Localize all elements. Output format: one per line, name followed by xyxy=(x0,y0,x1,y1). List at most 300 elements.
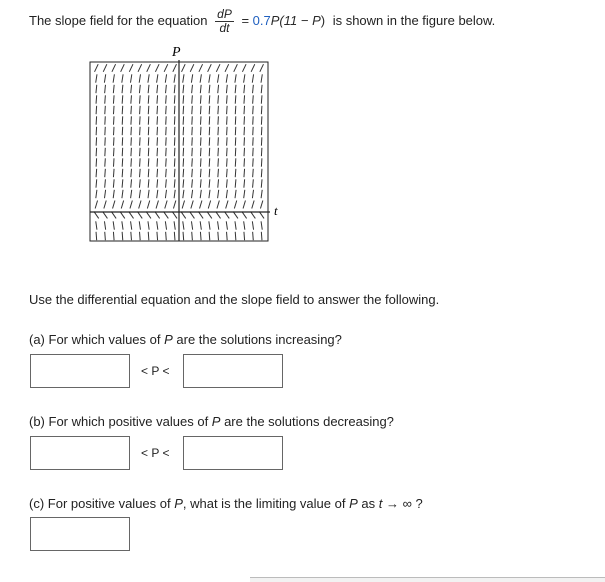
instruction-text: Use the differential equation and the slope field to answer the following. xyxy=(29,292,439,307)
slope-segment xyxy=(95,64,99,72)
slope-segment xyxy=(148,95,149,103)
slope-segment xyxy=(242,64,246,72)
slope-segment xyxy=(156,200,158,208)
slope-segment xyxy=(218,85,219,93)
slope-segment xyxy=(200,221,201,229)
slope-segment xyxy=(157,179,158,187)
slope-segment xyxy=(155,64,159,72)
slope-segment xyxy=(218,158,219,166)
slope-segment xyxy=(148,221,149,229)
slope-segment xyxy=(96,232,97,240)
slope-segment xyxy=(113,169,114,177)
slope-segment xyxy=(235,95,236,103)
slope-segment xyxy=(201,148,202,156)
slope-segment xyxy=(113,200,115,208)
slope-segment xyxy=(164,64,168,72)
slope-segment xyxy=(105,179,106,187)
slope-segment xyxy=(139,200,141,208)
slope-segment xyxy=(148,116,149,124)
slope-segment xyxy=(183,221,184,229)
slope-segment xyxy=(209,232,210,240)
slope-segment xyxy=(96,169,97,177)
slope-segment xyxy=(103,64,107,72)
slope-segment xyxy=(165,190,166,198)
slope-segment xyxy=(104,200,106,208)
slope-segment xyxy=(192,85,193,93)
slope-segment xyxy=(253,148,254,156)
slope-segment xyxy=(244,116,245,124)
slope-segment xyxy=(261,179,262,187)
slope-segment xyxy=(261,221,262,229)
slope-segment xyxy=(157,95,158,103)
slope-segment xyxy=(235,221,236,229)
slope-segment xyxy=(218,232,219,240)
slope-segment xyxy=(235,169,236,177)
slope-segment xyxy=(105,148,106,156)
slope-segment xyxy=(166,232,167,240)
slope-segment xyxy=(235,148,236,156)
slope-segment xyxy=(218,74,219,82)
slope-segment xyxy=(105,116,106,124)
slope-segment xyxy=(216,64,220,72)
slope-segment xyxy=(253,116,254,124)
slope-segment xyxy=(192,158,193,166)
slope-segment xyxy=(148,169,149,177)
slope-segment xyxy=(157,221,158,229)
slope-segment xyxy=(200,106,201,114)
slope-segment xyxy=(139,221,140,229)
slope-segment xyxy=(244,106,245,114)
slope-segment xyxy=(218,116,219,124)
slope-segment xyxy=(157,190,158,198)
slope-segment xyxy=(148,179,149,187)
slope-segment xyxy=(131,169,132,177)
slope-segment xyxy=(166,179,167,187)
slope-field-figure xyxy=(80,42,290,257)
slope-segment xyxy=(173,200,175,208)
slope-segment xyxy=(209,116,210,124)
part-a-lower-input[interactable] xyxy=(30,354,130,388)
slope-segment xyxy=(200,158,201,166)
slope-segment xyxy=(261,148,262,156)
slope-segment xyxy=(131,85,132,93)
slope-segment xyxy=(208,64,212,72)
slope-segment xyxy=(209,106,210,114)
slope-segment xyxy=(122,85,123,93)
slope-segment xyxy=(200,232,201,240)
slope-segment xyxy=(252,200,254,208)
slope-segment xyxy=(157,232,158,240)
slope-segment xyxy=(140,169,141,177)
slope-segment xyxy=(174,106,175,114)
slope-segment xyxy=(113,221,114,229)
slope-segment xyxy=(140,158,141,166)
slope-segment xyxy=(253,179,254,187)
slope-segment xyxy=(105,106,106,114)
slope-segment xyxy=(226,74,227,82)
slope-segment xyxy=(183,74,184,82)
slope-segment xyxy=(147,64,151,72)
slope-segment xyxy=(174,179,175,187)
slope-segment xyxy=(253,232,254,240)
slope-segment xyxy=(96,148,97,156)
slope-segment xyxy=(140,116,141,124)
slope-segment xyxy=(226,221,227,229)
slope-segment xyxy=(209,158,210,166)
slope-segment xyxy=(157,158,158,166)
slope-segment xyxy=(261,190,262,198)
slope-segment xyxy=(261,95,262,103)
slope-segment xyxy=(174,221,175,229)
slope-segment xyxy=(148,148,149,156)
slope-segment xyxy=(131,158,132,166)
slope-segment xyxy=(235,106,236,114)
slope-segment xyxy=(183,106,184,114)
slope-segment xyxy=(113,74,114,82)
slope-segment xyxy=(244,158,245,166)
slope-segment xyxy=(139,85,140,93)
slope-segment xyxy=(131,74,132,82)
slope-segment xyxy=(252,190,253,198)
slope-segment xyxy=(209,85,210,93)
slope-segment xyxy=(131,232,132,240)
slope-segment xyxy=(131,106,132,114)
slope-segment xyxy=(174,158,175,166)
part-c-input[interactable] xyxy=(30,517,130,551)
slope-segment xyxy=(183,95,184,103)
slope-segment xyxy=(260,200,262,208)
slope-segment xyxy=(244,95,245,103)
slope-segment xyxy=(140,148,141,156)
slope-segment xyxy=(165,74,166,82)
slope-segment xyxy=(244,148,245,156)
slope-segment xyxy=(96,116,97,124)
slope-segment xyxy=(244,190,245,198)
slope-segment xyxy=(122,95,123,103)
slope-segment xyxy=(209,95,210,103)
slope-segment xyxy=(253,95,254,103)
slope-segment xyxy=(131,179,132,187)
slope-segment xyxy=(174,74,175,82)
slope-segment xyxy=(218,190,219,198)
part-b-upper-input[interactable] xyxy=(183,436,283,470)
slope-segment xyxy=(113,232,114,240)
slope-segment xyxy=(217,200,219,208)
slope-segment xyxy=(166,95,167,103)
slope-segment xyxy=(182,200,184,208)
slope-segment xyxy=(183,190,184,198)
slope-segment xyxy=(165,200,167,208)
slope-segment xyxy=(183,116,184,124)
slope-segment xyxy=(253,158,254,166)
slope-segment xyxy=(192,169,193,177)
equation-coefficient: 0.7 xyxy=(253,13,271,28)
slope-segment xyxy=(113,179,114,187)
slope-segment xyxy=(157,116,158,124)
slope-segment xyxy=(226,190,227,198)
slope-segment xyxy=(96,106,97,114)
slope-segment xyxy=(192,148,193,156)
slope-segment xyxy=(166,116,167,124)
slope-segment xyxy=(173,64,177,72)
slope-segment xyxy=(227,148,228,156)
slope-segment xyxy=(157,74,158,82)
slope-segment xyxy=(209,190,210,198)
part-b-question: (b) For which positive values of P are the solutions decreasing? xyxy=(29,414,394,429)
slope-segment xyxy=(227,95,228,103)
slope-segment xyxy=(113,190,114,198)
slope-segment xyxy=(148,74,149,82)
slope-segment xyxy=(139,74,140,82)
slope-segment xyxy=(253,106,254,114)
slope-segment xyxy=(105,95,106,103)
slope-segment xyxy=(261,169,262,177)
slope-segment xyxy=(96,221,97,229)
part-b-inequality: < P < xyxy=(141,446,169,460)
slope-segment xyxy=(129,64,133,72)
slope-segment xyxy=(261,85,262,93)
slope-segment xyxy=(96,179,97,187)
slope-segment xyxy=(157,85,158,93)
slope-segment xyxy=(218,106,219,114)
slope-segment xyxy=(114,148,115,156)
slope-segment xyxy=(157,148,158,156)
slope-segment xyxy=(235,85,236,93)
slope-segment xyxy=(104,74,105,82)
slope-segment xyxy=(234,200,236,208)
slope-segment xyxy=(201,116,202,124)
fraction-numerator: dP xyxy=(215,8,234,22)
slope-segment xyxy=(244,179,245,187)
slope-segment xyxy=(209,148,210,156)
slope-segment xyxy=(157,169,158,177)
slope-segment xyxy=(95,200,97,208)
slope-segment xyxy=(191,221,192,229)
slope-segment xyxy=(131,116,132,124)
slope-segment xyxy=(261,106,262,114)
slope-segment xyxy=(113,106,114,114)
slope-segment xyxy=(208,200,210,208)
slope-segment xyxy=(191,74,192,82)
slope-segment xyxy=(114,116,115,124)
slope-segment xyxy=(122,169,123,177)
slope-segment xyxy=(227,169,228,177)
slope-segment xyxy=(200,179,201,187)
slope-segment xyxy=(234,64,238,72)
slope-segment xyxy=(166,148,167,156)
slope-segment xyxy=(122,106,123,114)
slope-segment xyxy=(121,200,123,208)
slope-segment xyxy=(192,190,193,198)
slope-segment xyxy=(243,200,245,208)
slope-segment xyxy=(235,158,236,166)
part-a-upper-input[interactable] xyxy=(183,354,283,388)
slope-segment xyxy=(226,200,228,208)
slope-segment xyxy=(218,95,219,103)
slope-segment xyxy=(138,64,142,72)
slope-segment xyxy=(218,148,219,156)
slope-segment xyxy=(96,158,97,166)
slope-segment xyxy=(131,190,132,198)
slope-segment xyxy=(174,190,175,198)
slope-segment xyxy=(253,169,254,177)
slope-segment xyxy=(131,148,132,156)
slope-segment xyxy=(165,221,166,229)
slope-segment xyxy=(147,200,149,208)
slope-segment xyxy=(122,232,123,240)
slope-segment xyxy=(174,148,175,156)
slope-segment xyxy=(209,74,210,82)
slope-segment xyxy=(122,221,123,229)
slope-segment xyxy=(96,190,97,198)
slope-segment xyxy=(209,221,210,229)
slope-segment xyxy=(227,232,228,240)
slope-segment xyxy=(183,85,184,93)
slope-segment xyxy=(252,221,253,229)
slope-segment xyxy=(252,74,253,82)
slope-segment xyxy=(253,85,254,93)
slope-segment xyxy=(251,64,255,72)
slope-segment xyxy=(227,106,228,114)
slope-segment xyxy=(105,190,106,198)
slope-segment xyxy=(182,64,186,72)
slope-segment xyxy=(148,85,149,93)
slope-segment xyxy=(174,95,175,103)
slope-segment xyxy=(235,232,236,240)
slope-segment xyxy=(218,179,219,187)
slope-segment xyxy=(122,74,123,82)
y-axis-label: P xyxy=(171,45,181,60)
slope-segment xyxy=(183,232,184,240)
intro-line xyxy=(29,8,495,35)
slope-segment xyxy=(200,85,201,93)
slope-segment xyxy=(183,179,184,187)
slope-segment xyxy=(131,95,132,103)
slope-segment xyxy=(113,85,114,93)
slope-segment xyxy=(260,64,264,72)
slope-segment xyxy=(140,95,141,103)
slope-segment xyxy=(112,64,116,72)
slope-segment xyxy=(131,221,132,229)
intro-suffix: is shown in the figure below. xyxy=(333,13,496,28)
slope-segment xyxy=(166,158,167,166)
slope-segment xyxy=(200,169,201,177)
slope-segment xyxy=(122,179,123,187)
slope-segment xyxy=(200,95,201,103)
slope-segment xyxy=(191,200,193,208)
slope-segment xyxy=(166,106,167,114)
slope-segment xyxy=(139,190,140,198)
slope-segment xyxy=(227,158,228,166)
slope-segment xyxy=(122,148,123,156)
derivative-fraction xyxy=(215,8,234,35)
slope-segment xyxy=(192,95,193,103)
part-c-question: (c) For positive values of P, what is the limiting value of P as t → ∞ ? xyxy=(29,496,423,511)
slope-segment xyxy=(140,232,141,240)
slope-segment xyxy=(113,95,114,103)
slope-segment xyxy=(105,232,106,240)
x-axis-label: t xyxy=(274,203,278,218)
part-a-question: (a) For which values of P are the solutions increasing? xyxy=(29,332,342,347)
slope-segment xyxy=(226,179,227,187)
slope-segment xyxy=(122,116,123,124)
slope-segment xyxy=(235,190,236,198)
slope-segment xyxy=(148,106,149,114)
slope-segment xyxy=(235,116,236,124)
slope-segment xyxy=(174,232,175,240)
slope-segment xyxy=(218,221,219,229)
slope-segment xyxy=(148,190,149,198)
slope-segment xyxy=(244,74,245,82)
slope-segment xyxy=(96,85,97,93)
part-a-inequality: < P < xyxy=(141,364,169,378)
slope-segment xyxy=(105,158,106,166)
slope-segment xyxy=(148,158,149,166)
slope-segment xyxy=(225,64,229,72)
slope-segment xyxy=(192,106,193,114)
slope-segment xyxy=(261,158,262,166)
equation-rhs: = 0.7P(11 − P) xyxy=(241,13,325,28)
part-b-lower-input[interactable] xyxy=(30,436,130,470)
slope-segment xyxy=(122,158,123,166)
slope-segment xyxy=(104,221,105,229)
slope-segment xyxy=(139,179,140,187)
slope-segment xyxy=(166,85,167,93)
slope-segment xyxy=(183,158,184,166)
intro-prefix: The slope field for the equation xyxy=(29,13,208,28)
slope-segment xyxy=(226,85,227,93)
slope-segment xyxy=(192,232,193,240)
slope-segment xyxy=(244,169,245,177)
slope-segment xyxy=(200,200,202,208)
slope-segment xyxy=(209,169,210,177)
bottom-scroll-edge xyxy=(250,577,605,582)
slope-segment xyxy=(140,106,141,114)
slope-segment xyxy=(174,169,175,177)
slope-segment xyxy=(96,95,97,103)
slope-segment xyxy=(190,64,194,72)
slope-segment xyxy=(200,74,201,82)
slope-segment xyxy=(244,85,245,93)
slope-segment xyxy=(261,116,262,124)
slope-segment xyxy=(261,74,262,82)
slope-segment xyxy=(209,179,210,187)
slope-segment xyxy=(174,85,175,93)
slope-segment xyxy=(105,169,106,177)
slope-segment xyxy=(192,116,193,124)
slope-segment xyxy=(192,179,193,187)
slope-segment xyxy=(174,116,175,124)
slope-segment xyxy=(244,232,245,240)
fraction-denominator: dt xyxy=(215,22,234,35)
slope-segment xyxy=(218,169,219,177)
slope-segment xyxy=(183,148,184,156)
slope-segment xyxy=(130,200,132,208)
slope-segment xyxy=(105,85,106,93)
slope-segment xyxy=(227,116,228,124)
slope-segment xyxy=(96,74,97,82)
slope-segment xyxy=(166,169,167,177)
slope-segment xyxy=(122,190,123,198)
slope-segment xyxy=(244,221,245,229)
slope-segment xyxy=(199,64,203,72)
slope-segment xyxy=(113,158,114,166)
slope-segment xyxy=(148,232,149,240)
slope-segment xyxy=(121,64,125,72)
slope-segment xyxy=(235,74,236,82)
slope-segment xyxy=(183,169,184,177)
slope-segment xyxy=(200,190,201,198)
